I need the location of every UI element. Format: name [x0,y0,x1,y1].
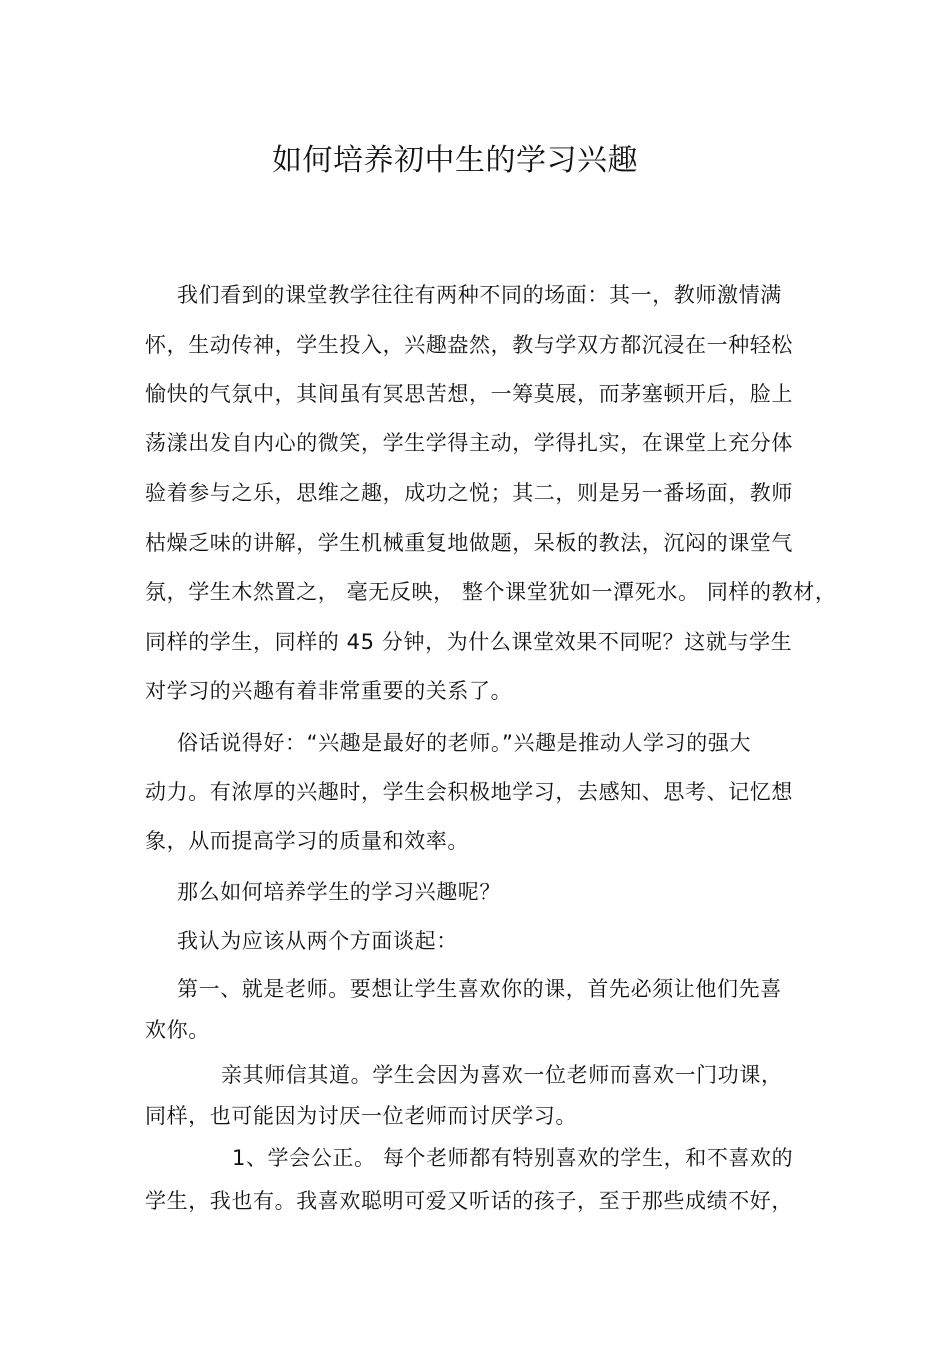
paragraph-line: 象，从而提高学习的质量和效率。 [145,829,469,853]
paragraph-line: 验着参与之乐，思维之趣，成功之悦；其二，则是另一番场面，教师 [145,481,793,505]
paragraph-line: 那么如何培养学生的学习兴趣呢？ [177,880,501,904]
paragraph-line: 同样的学生，同样的 45 分钟，为什么课堂效果不同呢？这就与学生 [145,630,793,654]
paragraph-line: 第一、就是老师。要想让学生喜欢你的课，首先必须让他们先喜 [177,977,782,1001]
paragraph-line: 对学习的兴趣有着非常重要的关系了。 [145,679,513,703]
paragraph-line: 枯燥乏味的讲解，学生机械重复地做题，呆板的教法，沉闷的课堂气 [145,531,793,555]
paragraph-line: 愉快的气氛中，其间虽有冥思苦想，一筹莫展，而茅塞顿开后，脸上 [145,382,793,406]
paragraph-line: 亲其师信其道。学生会因为喜欢一位老师而喜欢一门功课， [221,1063,783,1087]
document-title: 如何培养初中生的学习兴趣 [272,143,638,178]
paragraph-line: 俗话说得好：“兴趣是最好的老师。”兴趣是推动人学习的强大 [177,731,752,755]
paragraph-line: 我们看到的课堂教学往往有两种不同的场面：其一，教师激情满 [177,283,782,307]
paragraph-line: 1、学会公正。 每个老师都有特别喜欢的学生，和不喜欢的 [232,1146,794,1170]
paragraph-line: 氛，学生木然置之， 毫无反映， 整个课堂犹如一潭死水。 同样的教材， [145,580,837,604]
paragraph-line: 欢你。 [145,1018,210,1042]
paragraph-line: 同样，也可能因为讨厌一位老师而讨厌学习。 [145,1104,577,1128]
paragraph-line: 动力。有浓厚的兴趣时，学生会积极地学习，去感知、思考、记忆想 [145,780,793,804]
paragraph-line: 荡漾出发自内心的微笑，学生学得主动，学得扎实，在课堂上充分体 [145,431,793,455]
paragraph-line: 我认为应该从两个方面谈起： [177,929,458,953]
paragraph-line: 学生，我也有。我喜欢聪明可爱又听话的孩子，至于那些成绩不好， [145,1189,793,1213]
paragraph-line: 怀，生动传神，学生投入，兴趣盎然，教与学双方都沉浸在一种轻松 [145,333,793,357]
